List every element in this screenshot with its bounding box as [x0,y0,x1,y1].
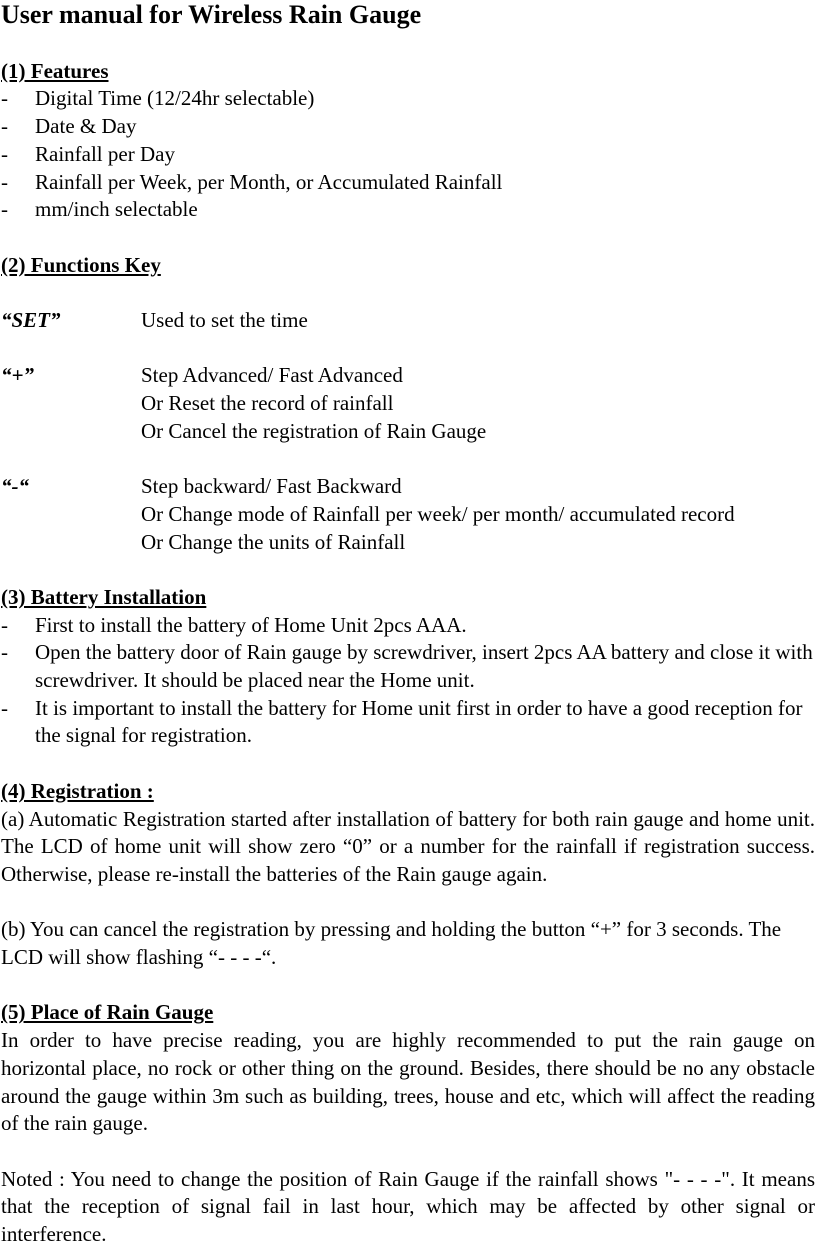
list-item: - Open the battery door of Rain gauge by screwdriver, insert 2pcs AA battery and close it with screwdriver. It should be placed near the Home unit. [1,639,815,694]
features-section [1,58,815,224]
key-desc-line: Used to set the time [141,307,308,332]
functions-section [1,252,815,557]
battery-section [1,584,815,750]
registration-paragraph-b: (b) You can cancel the registration by pressing and holding the button “+” for 3 seconds. The LCD will show flashing “- - - -“. [1,917,782,970]
key-desc-line: Or Cancel the registration of Rain Gauge [141,418,487,443]
list-item: - Rainfall per Week, per Month, or Accumulated Rainfall [1,169,815,197]
battery-list [1,612,815,751]
list-item: - mm/inch selectable [1,196,815,224]
features-heading: (1) Features [1,58,109,83]
place-heading: (5) Place of Rain Gauge [1,1000,214,1025]
key-row-minus [1,473,815,556]
key-desc-line: Step Advanced/ Fast Advanced [141,363,403,388]
key-desc-minus [141,473,735,556]
place-paragraph: In order to have precise reading, you are highly recommended to put the rain gauge on horizontal place, no rock or other thing on the ground. Besides, there should be no any obstacle around the gauge within 3m such as building, trees, house and etc, which will affect the reading of the rain gauge. [1,1028,815,1136]
key-name-set: “SET” [1,307,61,332]
functions-heading: (2) Functions Key [1,252,161,277]
key-desc-line: Step backward/ Fast Backward [141,474,402,499]
key-name-plus: “+” [1,363,34,388]
key-name-minus: “-“ [1,474,29,499]
key-desc-line: Or Reset the record of rainfall [141,391,394,416]
place-section [1,999,815,1248]
list-item: - It is important to install the battery for Home unit first in order to have a good reception for the signal for registration. [1,695,815,750]
key-desc-set [141,307,308,335]
key-row-set [1,307,815,335]
registration-heading: (4) Registration : [1,778,154,803]
registration-paragraph-a: (a) Automatic Registration started after installation of battery for both rain gauge and home unit. The LCD of home unit will show zero “0” or a number for the rainfall if registration success. Otherwise, please re-install the batteries of the Rain gauge again. [1,806,815,886]
key-desc-plus [141,362,486,445]
battery-heading: (3) Battery Installation [1,584,207,609]
registration-section [1,778,815,972]
document-title: User manual for Wireless Rain Gauge [1,0,422,29]
list-item: - Digital Time (12/24hr selectable) [1,85,815,113]
key-desc-line: Or Change mode of Rainfall per week/ per month/ accumulated record [141,501,735,526]
features-list [1,85,815,224]
place-note: Noted : You need to change the position of Rain Gauge if the rainfall shows "- - - -". It means that the reception of signal fail in last hour, which may be affected by other signal or interference. [1,1166,815,1247]
list-item: - Date & Day [1,113,815,141]
key-row-plus [1,362,815,445]
list-item: - Rainfall per Day [1,141,815,169]
key-desc-line: Or Change the units of Rainfall [141,529,406,554]
list-item: - First to install the battery of Home Unit 2pcs AAA. [1,612,815,640]
